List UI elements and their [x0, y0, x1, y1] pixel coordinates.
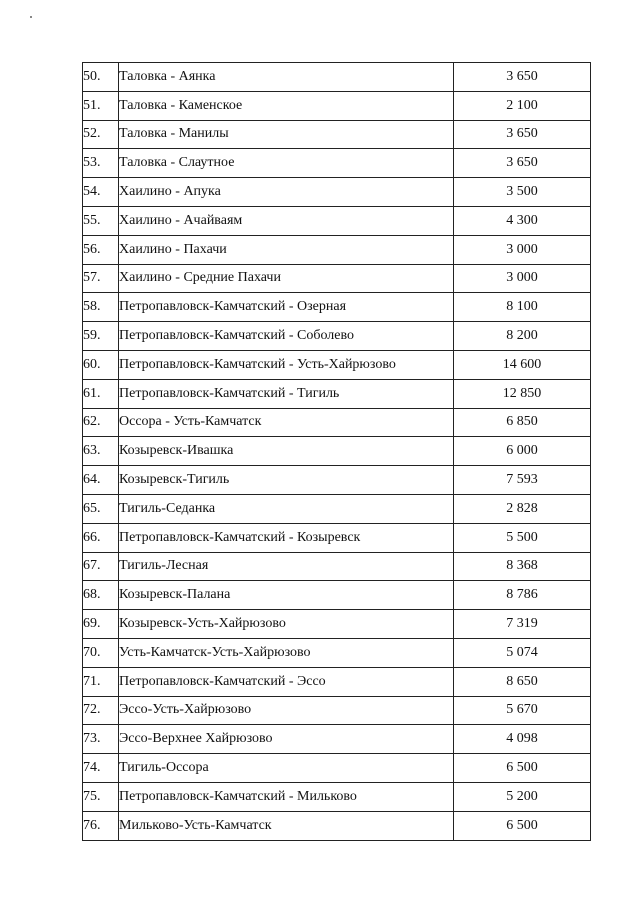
route-distance: 5 670 [454, 696, 591, 725]
table-row [83, 466, 591, 495]
table-row [83, 638, 591, 667]
route-distance: 3 650 [454, 63, 591, 92]
table-row [83, 696, 591, 725]
route-distance: 8 786 [454, 581, 591, 610]
table-row [83, 667, 591, 696]
route-name: Таловка - Аянка [119, 63, 454, 92]
row-number: 61. [83, 379, 119, 408]
route-distance: 5 200 [454, 782, 591, 811]
route-name: Петропавловск-Камчатский - Тигиль [119, 379, 454, 408]
route-name: Петропавловск-Камчатский - Озерная [119, 293, 454, 322]
route-name: Таловка - Слаутное [119, 149, 454, 178]
table-row [83, 437, 591, 466]
table-row [83, 350, 591, 379]
table-row [83, 379, 591, 408]
route-distance: 8 368 [454, 552, 591, 581]
row-number: 64. [83, 466, 119, 495]
row-number: 58. [83, 293, 119, 322]
row-number: 51. [83, 91, 119, 120]
route-name: Козыревск-Тигиль [119, 466, 454, 495]
route-name: Хаилино - Апука [119, 178, 454, 207]
row-number: 67. [83, 552, 119, 581]
route-name: Оссора - Усть-Камчатск [119, 408, 454, 437]
table-row [83, 178, 591, 207]
table-row [83, 264, 591, 293]
route-name: Петропавловск-Камчатский - Эссо [119, 667, 454, 696]
route-name: Козыревск-Усть-Хайрюзово [119, 610, 454, 639]
row-number: 71. [83, 667, 119, 696]
route-name: Тигиль-Лесная [119, 552, 454, 581]
route-distance: 3 000 [454, 264, 591, 293]
table-row [83, 322, 591, 351]
row-number: 57. [83, 264, 119, 293]
table-row [83, 581, 591, 610]
route-distance: 4 098 [454, 725, 591, 754]
table-row [83, 610, 591, 639]
table-row [83, 754, 591, 783]
row-number: 66. [83, 523, 119, 552]
route-distance: 4 300 [454, 206, 591, 235]
table-row [83, 725, 591, 754]
table-row [83, 91, 591, 120]
route-name: Хаилино - Средние Пахачи [119, 264, 454, 293]
route-name: Петропавловск-Камчатский - Козыревск [119, 523, 454, 552]
row-number: 55. [83, 206, 119, 235]
route-distance: 6 850 [454, 408, 591, 437]
row-number: 75. [83, 782, 119, 811]
row-number: 76. [83, 811, 119, 840]
table-row [83, 235, 591, 264]
route-name: Хаилино - Ачайваям [119, 206, 454, 235]
route-name: Усть-Камчатск-Усть-Хайрюзово [119, 638, 454, 667]
route-distance: 2 828 [454, 494, 591, 523]
row-number: 73. [83, 725, 119, 754]
page-mark [30, 16, 32, 18]
route-name: Тигиль-Оссора [119, 754, 454, 783]
row-number: 60. [83, 350, 119, 379]
route-distance: 7 319 [454, 610, 591, 639]
row-number: 62. [83, 408, 119, 437]
route-distance: 8 100 [454, 293, 591, 322]
row-number: 52. [83, 120, 119, 149]
route-distance: 3 650 [454, 120, 591, 149]
row-number: 68. [83, 581, 119, 610]
route-distance: 8 650 [454, 667, 591, 696]
table-row [83, 494, 591, 523]
route-name: Мильково-Усть-Камчатск [119, 811, 454, 840]
route-distance: 6 500 [454, 811, 591, 840]
route-distance: 3 500 [454, 178, 591, 207]
table-row [83, 149, 591, 178]
route-name: Эссо-Верхнее Хайрюзово [119, 725, 454, 754]
route-name: Козыревск-Палана [119, 581, 454, 610]
route-name: Козыревск-Ивашка [119, 437, 454, 466]
route-distance: 3 000 [454, 235, 591, 264]
route-name: Тигиль-Седанка [119, 494, 454, 523]
table-row [83, 120, 591, 149]
row-number: 59. [83, 322, 119, 351]
route-distance: 6 000 [454, 437, 591, 466]
route-distance: 3 650 [454, 149, 591, 178]
row-number: 50. [83, 63, 119, 92]
table-row [83, 523, 591, 552]
route-name: Эссо-Усть-Хайрюзово [119, 696, 454, 725]
route-distance: 5 500 [454, 523, 591, 552]
row-number: 54. [83, 178, 119, 207]
row-number: 72. [83, 696, 119, 725]
route-name: Петропавловск-Камчатский - Мильково [119, 782, 454, 811]
row-number: 74. [83, 754, 119, 783]
row-number: 70. [83, 638, 119, 667]
table-row [83, 782, 591, 811]
table-row [83, 552, 591, 581]
table-row [83, 811, 591, 840]
route-distance: 8 200 [454, 322, 591, 351]
route-distance: 6 500 [454, 754, 591, 783]
route-distance: 5 074 [454, 638, 591, 667]
table-row [83, 206, 591, 235]
table-row [83, 408, 591, 437]
route-name: Хаилино - Пахачи [119, 235, 454, 264]
route-table [82, 62, 591, 841]
route-distance: 2 100 [454, 91, 591, 120]
row-number: 53. [83, 149, 119, 178]
route-distance: 7 593 [454, 466, 591, 495]
route-name: Таловка - Манилы [119, 120, 454, 149]
route-name: Таловка - Каменское [119, 91, 454, 120]
route-distance: 14 600 [454, 350, 591, 379]
route-name: Петропавловск-Камчатский - Соболево [119, 322, 454, 351]
table-row [83, 293, 591, 322]
route-table-body [83, 63, 591, 841]
table-row [83, 63, 591, 92]
row-number: 63. [83, 437, 119, 466]
row-number: 56. [83, 235, 119, 264]
row-number: 65. [83, 494, 119, 523]
row-number: 69. [83, 610, 119, 639]
route-name: Петропавловск-Камчатский - Усть-Хайрюзово [119, 350, 454, 379]
route-distance: 12 850 [454, 379, 591, 408]
